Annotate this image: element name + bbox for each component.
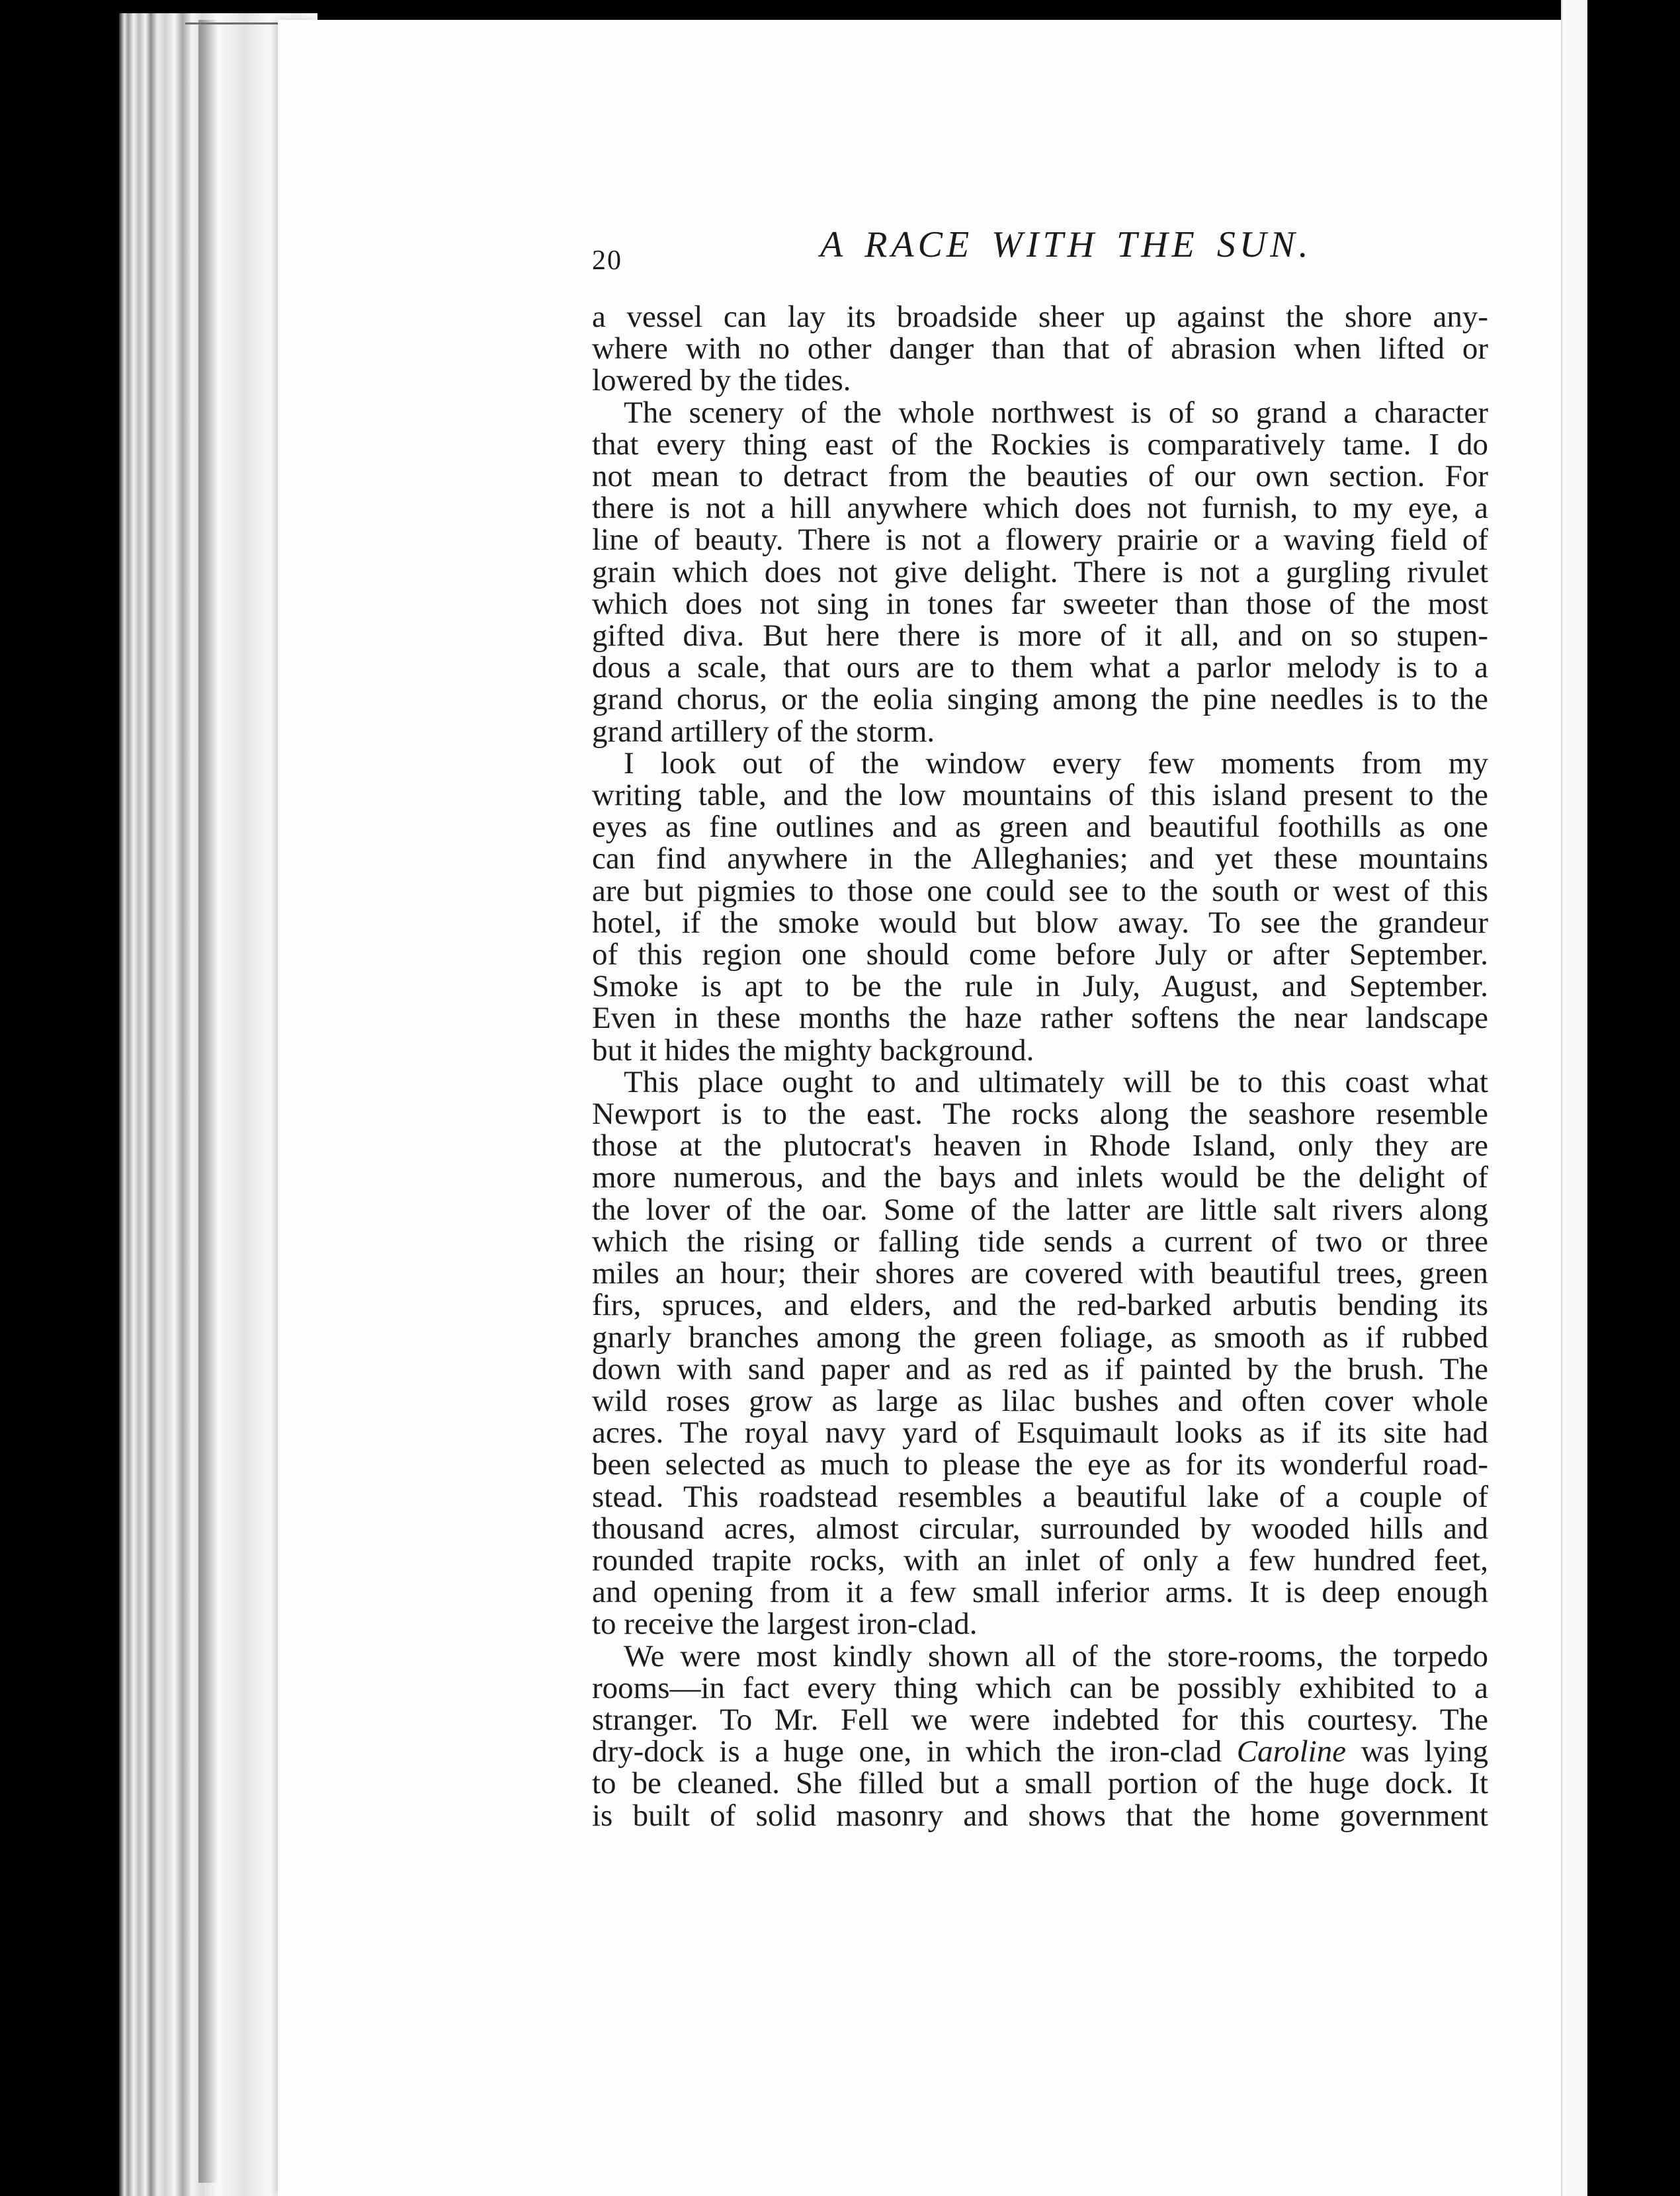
text-line: grain which does not give delight. There is not a gurgling rivulet xyxy=(592,554,1488,589)
text-line: Smoke is apt to be the rule in July, August, and September. xyxy=(592,969,1488,1004)
text-line: grand artillery of the storm. xyxy=(592,714,935,749)
text-line: not mean to detract from the beauties of our own section. For xyxy=(592,459,1488,494)
text-line: been selected as much to please the eye as for its wonderful road- xyxy=(592,1447,1488,1482)
text-line: dry-dock is a huge one, in which the iron-clad Caroline was lying xyxy=(592,1734,1488,1769)
text-line: down with sand paper and as red as if painted by the brush. The xyxy=(592,1351,1488,1386)
text-line: is built of solid masonry and shows that the home government xyxy=(592,1798,1488,1833)
body-text xyxy=(592,301,1488,1832)
text-line: acres. The royal navy yard of Esquimault looks as if its site had xyxy=(592,1415,1488,1451)
gutter-shadow xyxy=(198,20,218,2183)
text-line: hotel, if the smoke would but blow away. To see the grandeur xyxy=(592,905,1488,940)
text-line: Newport is to the east. The rocks along the seashore resemble xyxy=(592,1097,1488,1132)
text-line: are but pigmies to those one could see to the south or west of this xyxy=(592,873,1488,908)
text-line: rooms—in fact every thing which can be possibly exhibited to a xyxy=(592,1670,1488,1705)
text-line: of this region one should come before July or after September. xyxy=(592,937,1488,972)
text-line: firs, spruces, and elders, and the red-barked arbutis bending its xyxy=(592,1288,1488,1323)
text-line: and opening from it a few small inferior arms. It is deep enough xyxy=(592,1575,1488,1610)
text-line: those at the plutocrat's heaven in Rhode Island, only they are xyxy=(592,1128,1488,1163)
text-line: a vessel can lay its broadside sheer up against the shore any- xyxy=(592,300,1488,334)
text-line: more numerous, and the bays and inlets would be the delight of xyxy=(592,1160,1488,1195)
text-line: The scenery of the whole northwest is of so grand a character xyxy=(624,395,1488,430)
text-line: there is not a hill anywhere which does not furnish, to my eye, a xyxy=(592,491,1488,526)
text-line: that every thing east of the Rockies is comparatively tame. I do xyxy=(592,427,1488,462)
text-line: line of beauty. There is not a flowery prairie or a waving field of xyxy=(592,523,1488,558)
text-line: the lover of the oar. Some of the latter are little salt rivers along xyxy=(592,1192,1488,1227)
text-line: thousand acres, almost circular, surrounded by wooded hills and xyxy=(592,1511,1488,1546)
text-line: gifted diva. But here there is more of it all, and on so stupen- xyxy=(592,618,1488,654)
text-line: which does not sing in tones far sweeter than those of the most xyxy=(592,586,1488,621)
text-line: gnarly branches among the green foliage, as smooth as if rubbed xyxy=(592,1320,1488,1355)
text-line: eyes as fine outlines and as green and beautiful foothills as one xyxy=(592,810,1488,845)
text-line: miles an hour; their shores are covered with beautiful trees, green xyxy=(592,1256,1488,1291)
text-line: I look out of the window every few moments from my xyxy=(624,745,1488,781)
text-line: rounded trapite rocks, with an inlet of only a few hundred feet, xyxy=(592,1542,1488,1578)
text-line: Even in these months the haze rather softens the near landscape xyxy=(592,1001,1488,1036)
text-line: which the rising or falling tide sends a current of two or three xyxy=(592,1224,1488,1259)
text-line: can find anywhere in the Alleghanies; and yet these mountains xyxy=(592,841,1488,876)
text-line: lowered by the tides. xyxy=(592,363,851,398)
text-line: to be cleaned. She filled but a small portion of the huge dock. It xyxy=(592,1766,1488,1801)
text-line: writing table, and the low mountains of this island present to the xyxy=(592,778,1488,813)
text-line: but it hides the mighty background. xyxy=(592,1033,1034,1068)
text-line: wild roses grow as large as lilac bushes and often cover whole xyxy=(592,1383,1488,1418)
text-line: This place ought to and ultimately will be to this coast what xyxy=(624,1064,1488,1099)
text-line: where with no other danger than that of abrasion when lifted or xyxy=(592,331,1488,366)
text-line: to receive the largest iron-clad. xyxy=(592,1607,978,1642)
page-number: 20 xyxy=(592,245,622,276)
text-line: stranger. To Mr. Fell we were indebted for this courtesy. The xyxy=(592,1702,1488,1737)
text-line: We were most kindly shown all of the store-rooms, the torpedo xyxy=(624,1638,1488,1673)
text-line: dous a scale, that ours are to them what a parlor melody is to a xyxy=(592,650,1488,685)
text-line: grand chorus, or the eolia singing among the pine needles is to the xyxy=(592,682,1488,717)
text-line: stead. This roadstead resembles a beautiful lake of a couple of xyxy=(592,1479,1488,1514)
running-head: A RACE WITH THE SUN. xyxy=(820,224,1312,265)
page-right-edge xyxy=(1561,0,1587,2196)
